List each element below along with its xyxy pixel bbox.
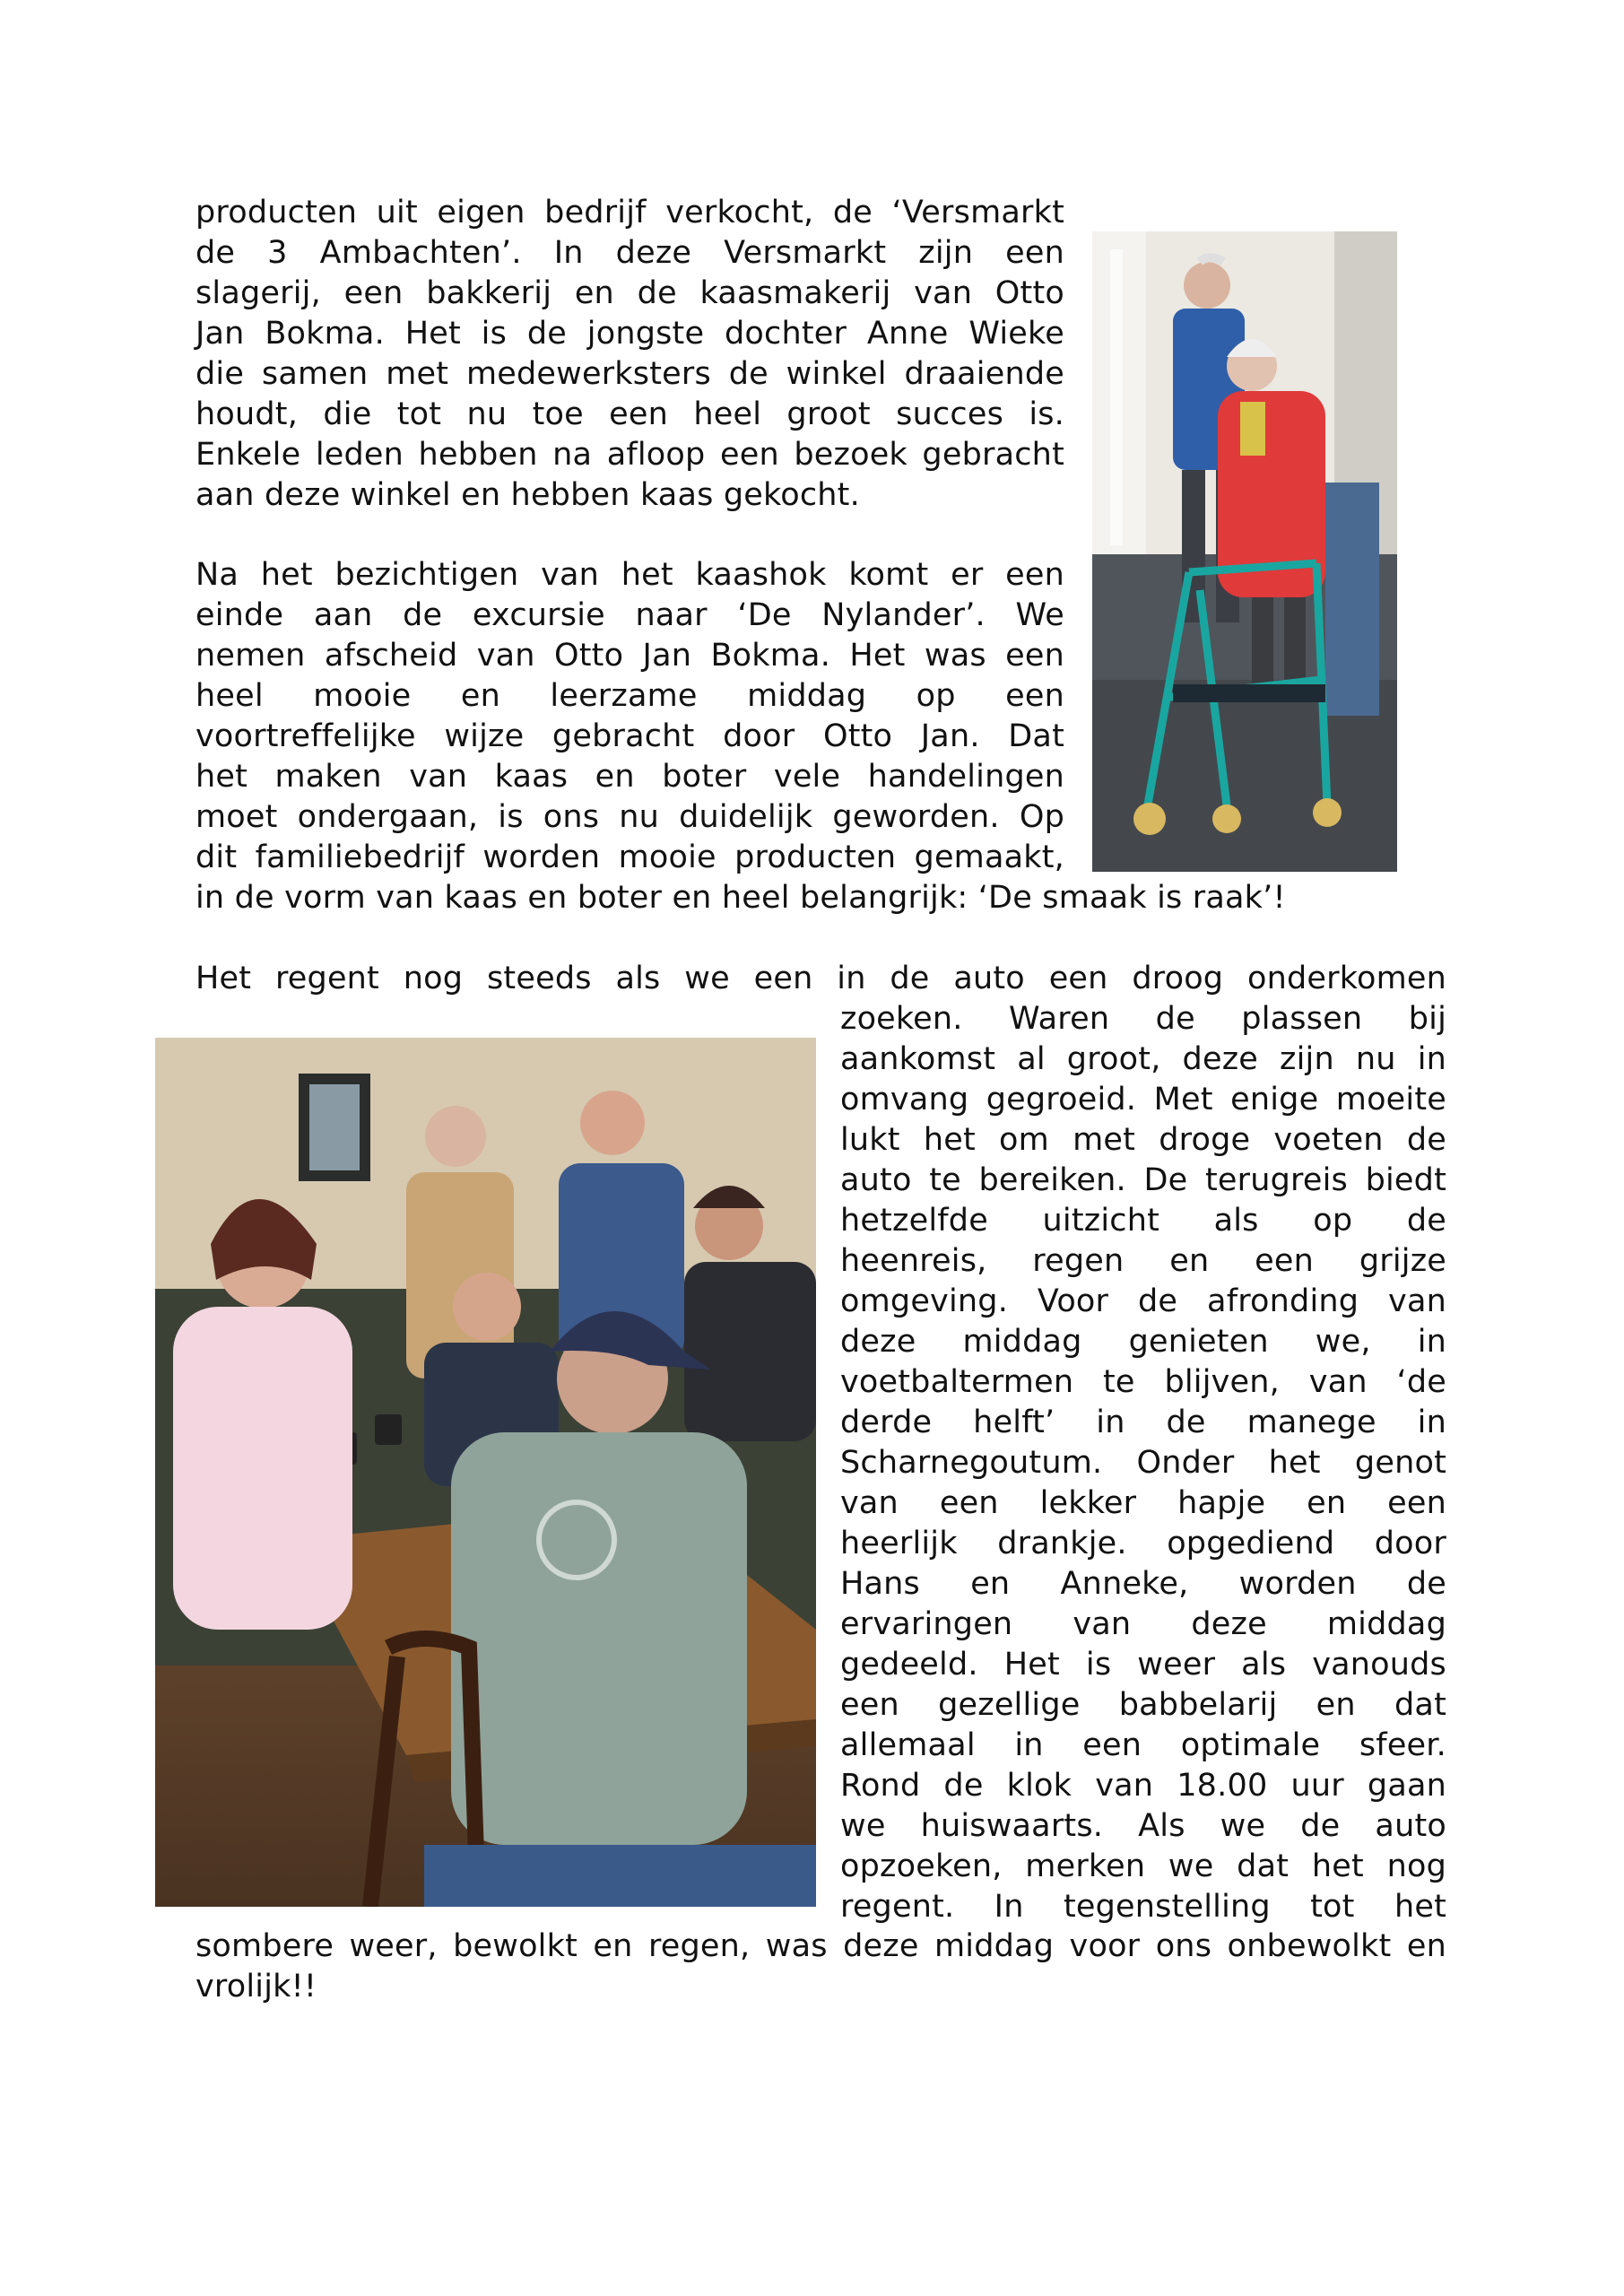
text-line: we huiswaarts. Als we de auto [840, 1808, 1446, 1844]
text-line: aankomst al groot, deze zijn nu in [840, 1041, 1446, 1077]
text-line: aan deze winkel en hebben kaas gekocht. [195, 477, 860, 513]
photo-rollator-illustration [1092, 231, 1397, 872]
text-line: lukt het om met droge voeten de [840, 1122, 1446, 1158]
text-line: heenreis, regen en een grijze [840, 1243, 1446, 1279]
text-line: deze middag genieten we, in [840, 1324, 1446, 1360]
text-line: derde helft’ in de manege in [840, 1405, 1446, 1440]
text-line: heerlijk drankje. opgediend door [840, 1526, 1446, 1561]
text-line: sombere weer, bewolkt en regen, was deze middag voor ons onbewolkt en [195, 1928, 1446, 1964]
text-line: nemen afscheid van Otto Jan Bokma. Het was een [195, 638, 1064, 674]
text-line: dit familiebedrijf worden mooie producten gemaakt, [195, 839, 1064, 875]
text-line: Het regent nog steeds als we een in de auto een droog onderkomen [195, 961, 1446, 996]
text-line: in de vorm van kaas en boter en heel belangrijk: ‘De smaak is raak’! [195, 880, 1286, 916]
text-line: vrolijk!! [195, 1969, 317, 2005]
text-line: moet ondergaan, is ons nu duidelijk geworden. Op [195, 799, 1064, 835]
text-line: Hans en Anneke, worden de [840, 1566, 1446, 1602]
paragraph-afscheid [195, 555, 1064, 878]
text-line: van een lekker hapje en een [840, 1485, 1446, 1521]
text-line: het maken van kaas en boter vele handelingen [195, 759, 1064, 795]
text-line: auto te bereiken. De terugreis biedt [840, 1162, 1446, 1198]
text-line: voortreffelijke wijze gebracht door Otto Jan. Dat [195, 718, 1064, 754]
text-line: voetbaltermen te blijven, van ‘de [840, 1364, 1446, 1400]
paragraph-afscheid-last-line [195, 878, 1451, 918]
text-line: einde aan de excursie naar ‘De Nylander’. We [195, 597, 1064, 633]
text-line: omgeving. Voor de afronding van [840, 1283, 1446, 1319]
text-line: Rond de klok van 18.00 uur gaan [840, 1768, 1446, 1804]
paragraph-terugreis-first-line [195, 959, 1446, 999]
text-line: regent. In tegenstelling tot het [840, 1889, 1446, 1925]
text-line: een gezellige babbelarij en dat [840, 1687, 1446, 1723]
text-line: ervaringen van deze middag [840, 1606, 1446, 1642]
paragraph-versmarkt [195, 193, 1064, 516]
photo-cafe-illustration [155, 1038, 816, 1907]
text-line: Enkele leden hebben na afloop een bezoek gebracht [195, 437, 1064, 473]
text-line: slagerij, een bakkerij en de kaasmakerij van Otto [195, 275, 1064, 311]
text-line: die samen met medewerksters de winkel draaiende [195, 356, 1064, 392]
text-line: allemaal in een optimale sfeer. [840, 1727, 1446, 1763]
text-line: Na het bezichtigen van het kaashok komt er een [195, 557, 1064, 593]
photo-group-at-cafe-table [155, 1038, 816, 1907]
text-line: zoeken. Waren de plassen bij [840, 1001, 1446, 1037]
text-line: Scharnegoutum. Onder het genot [840, 1445, 1446, 1481]
text-line: houdt, die tot nu toe een heel groot succes is. [195, 396, 1064, 432]
text-line: opzoeken, merken we dat het nog [840, 1848, 1446, 1884]
text-line: heel mooie en leerzame middag op een [195, 678, 1064, 714]
text-line: de 3 Ambachten’. In deze Versmarkt zijn een [195, 235, 1064, 271]
text-line: hetzelfde uitzicht als op de [840, 1203, 1446, 1239]
paragraph-terugreis-closing [195, 1926, 1446, 2007]
text-line: gedeeld. Het is weer als vanouds [840, 1647, 1446, 1683]
photo-woman-with-rollator [1092, 231, 1397, 872]
text-line: Jan Bokma. Het is de jongste dochter Anne Wieke [195, 316, 1064, 352]
paragraph-terugreis-column [840, 999, 1446, 1927]
text-line: omvang gegroeid. Met enige moeite [840, 1082, 1446, 1118]
text-line: producten uit eigen bedrijf verkocht, de ‘Versmarkt [195, 195, 1064, 230]
